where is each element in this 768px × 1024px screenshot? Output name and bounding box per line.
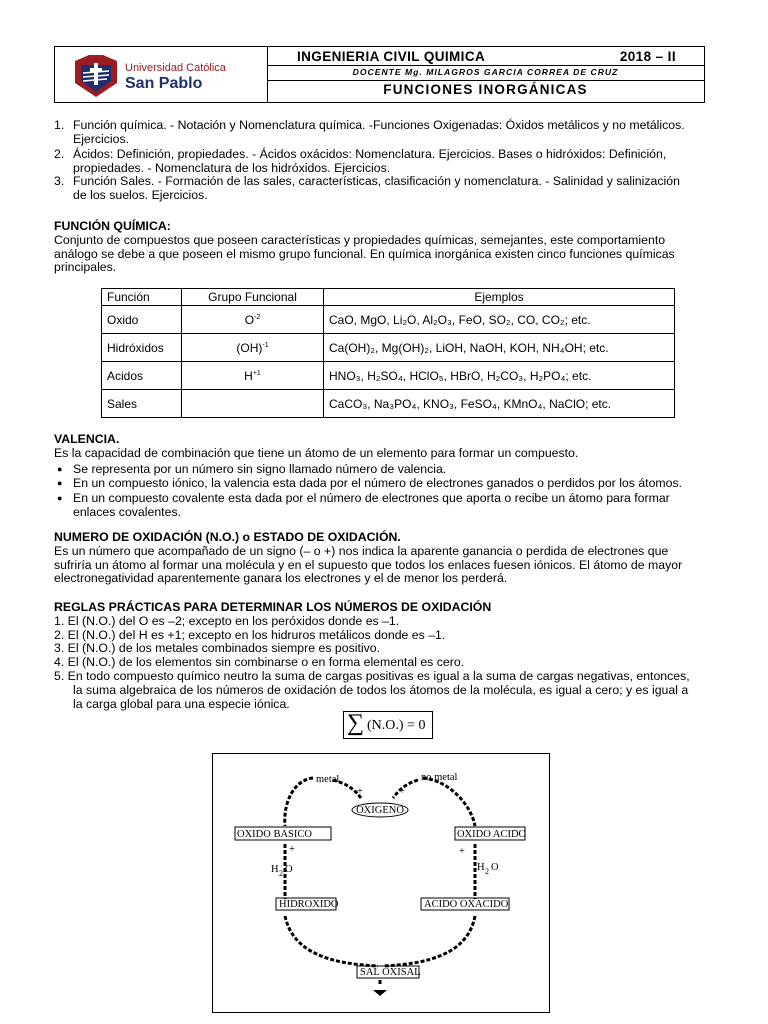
down-arrow-icon [373,990,387,996]
university-logo [73,53,253,98]
section-heading: NUMERO DE OXIDACIÓN (N.O.) o ESTADO DE OXIDACIÓN. [54,530,401,544]
rule-item: 3. El (N.O.) de los metales combinados siempre es positivo. [54,641,380,656]
paragraph-line: Es un número que acompañado de un signo (– o +) nos indica la aparente ganancia o perdida de electrones que [54,543,669,558]
table-cell-grupo [182,390,324,418]
document-topic: FUNCIONES INORGÁNICAS [383,82,588,97]
water-o: O [285,864,293,875]
table-row [102,390,675,418]
water-h: H [477,862,485,873]
syllabus-list [54,119,722,209]
header-topic-row [267,80,704,102]
plus-sign: + [357,786,363,797]
header-teacher-row [267,65,704,81]
water-o: O [491,862,499,873]
formula-text: (N.O.) = 0 [367,718,426,733]
university-name-line1: Universidad Católica [125,62,226,74]
water-subscript: 2 [279,869,283,878]
water-subscript: 2 [485,867,489,876]
arrow-hidroxido-to-sal [285,916,378,966]
paragraph-line: electronegatividad aparentemente ganara los electrones y el de menor los perderá. [54,571,508,586]
list-item-text: de los suelos. Ejercicios. [73,188,208,202]
table-cell-ejemplos: HNO₃, H₂SO₄, HClO₅, HBrO, H₂CO₃, H₂PO₄; etc. [324,362,675,390]
table-cell-grupo [182,362,324,390]
arrow-acido-to-sal [383,916,475,966]
label-hidroxido: HIDROXIDO [279,899,339,910]
bullet-icon: ● [57,478,63,488]
bullet-text: En un compuesto covalente esta dada por el número de electrones que aporta o recibe un átomo para formar [73,491,670,505]
table-cell-funcion: Acidos [102,362,182,390]
table-cell-grupo [182,334,324,362]
bullet-text: Se representa por un número sin signo llamado número de valencia. [73,462,447,476]
section-heading: FUNCIÓN QUÍMICA: [54,219,171,233]
valencia-section [54,433,722,461]
table-cell-ejemplos: Ca(OH)₂, Mg(OH)₂, LiOH, NaOH, KOH, NH₄OH; etc. [324,334,675,362]
plus-sign: + [289,844,295,855]
list-item-text: Ácidos: Definición, propiedades. - Ácidos oxácidos: Nomenclatura. Ejercicios. Bases o hidróxidos: Definición, [73,147,667,161]
header-course-row [267,47,704,66]
paragraph-line: Conjunto de compuestos que poseen características y propiedades químicas, semejantes, este comportamiento [54,232,666,247]
list-item-text: propiedades. - Nomenclatura de los hidróxidos. Ejercicios. [73,161,391,175]
inorganic-functions-diagram [212,753,550,1013]
section-heading: VALENCIA. [54,432,120,446]
table-cell-grupo [182,306,324,334]
bullet-text: enlaces covalentes. [73,505,182,519]
grupo-symbol: O [244,312,255,327]
label-metal: metal [316,774,340,785]
rule-item: la suma algebraica de los números de oxidación de todos los átomos de la molécula, es igual a cero; y es igual a [73,682,689,697]
list-item-number: 1. [54,118,65,132]
list-item-text: Función Sales. - Formación de las sales, características, clasificación y nomenclatura. - Salinidad y salinización [73,174,680,188]
list-item [54,476,722,490]
table-row [102,306,675,334]
university-name-line2: San Pablo [125,75,203,92]
table-header: Grupo Funcional [182,289,324,306]
table-row [102,334,675,362]
grupo-charge: -2 [254,313,261,321]
list-item [54,119,722,147]
academic-period: 2018 – II [619,49,676,64]
diagram-svg [213,754,548,1011]
bullet-icon: ● [57,464,63,474]
document-header [54,46,705,103]
rule-item: 5. En todo compuesto químico neutro la suma de cargas positivas es igual a la suma de cargas negativas, entonces, [54,668,690,683]
logo-box [55,47,268,102]
rule-item: la carga global para una especie iónica. [73,696,290,711]
course-title: INGENIERIA CIVIL QUIMICA [297,49,486,64]
table-cell-funcion: Oxido [102,306,182,334]
rule-item: 2. El (N.O.) del H es +1; excepto en los hidruros metálicos donde es –1. [54,627,446,642]
numero-oxidacion-section [54,531,722,586]
arrow-nometal-to-oxigeno [393,780,418,798]
list-item [54,148,722,176]
sigma-symbol: ∑ [347,710,365,736]
table-header: Ejemplos [324,289,675,306]
funcion-quimica-section [54,220,722,275]
arrow-nometal-to-oxido-acido [423,778,475,826]
grupo-charge: -1 [262,341,269,349]
reglas-section [54,601,722,711]
table-cell-ejemplos: CaO, MgO, Li₂O, Al₂O₃, FeO, SO₂, CO, CO₂; etc. [324,306,675,334]
paragraph-line: Es la capacidad de combinación que tiene un átomo de un elemento para formar un compuesto. [54,445,579,460]
plus-sign: + [459,846,465,857]
table-header: Función [102,289,182,306]
table-cell-funcion: Sales [102,390,182,418]
list-item-text: Función química. - Notación y Nomenclatura química. -Funciones Oxigenadas: Óxidos metálicos y no metálicos. [73,118,685,132]
label-sal-oxisal: SAL OXISAL [360,967,421,978]
water-h: H [271,864,279,875]
label-no-metal: no metal [421,772,458,783]
functions-table [101,288,675,418]
list-item [54,175,722,203]
label-oxigeno: OXIGENO [356,805,404,816]
teacher-name: DOCENTE Mg. MILAGROS GARCIA CORREA DE CRUZ [352,67,619,77]
paragraph-line: principales. [54,260,117,275]
list-item-number: 3. [54,174,65,188]
bullet-text: En un compuesto iónico, la valencia esta dada por el número de electrones ganados o perdidos por los átomos. [73,476,683,490]
grupo-symbol: (OH) [236,340,263,355]
label-acido-oxacido: ACIDO OXACIDO [424,899,509,910]
list-item [54,491,722,519]
table-cell-ejemplos: CaCO₃, Na₃PO₄, KNO₃, FeSO₄, KMnO₄, NaClO; etc. [324,390,675,418]
plus-sign: + [399,786,405,797]
section-heading: REGLAS PRÁCTICAS PARA DETERMINAR LOS NÚMEROS DE OXIDACIÓN [54,600,492,614]
list-item [54,462,722,476]
label-oxido-acido: OXIDO ACIDO [457,829,527,840]
rule-item: 4. El (N.O.) de los elementos sin combinarse o en forma elemental es cero. [54,655,465,670]
bullet-icon: ● [57,493,63,503]
paragraph-line: sufriría un átomo al formar una molécula y en el supuesto que todos los enlaces fuesen iónicos. El átomo de mayor [54,557,683,572]
rule-item: 1. El (N.O.) del O es –2; excepto en los peróxidos donde es –1. [54,613,400,628]
paragraph-line: análogo se debe a que poseen el mismo grupo funcional. En química inorgánica existen cinco funciones químicas [54,246,675,261]
oxidation-sum-formula [343,711,433,739]
table-header-row [102,289,675,306]
table-row [102,362,675,390]
label-oxido-basico: OXIDO BASICO [237,829,312,840]
grupo-symbol: H [244,368,253,383]
list-item-text: Ejercicios. [73,132,130,146]
table-cell-funcion: Hidróxidos [102,334,182,362]
grupo-charge: +1 [252,369,261,377]
list-item-number: 2. [54,147,65,161]
arrow-metal-to-oxido-basico [285,778,313,826]
